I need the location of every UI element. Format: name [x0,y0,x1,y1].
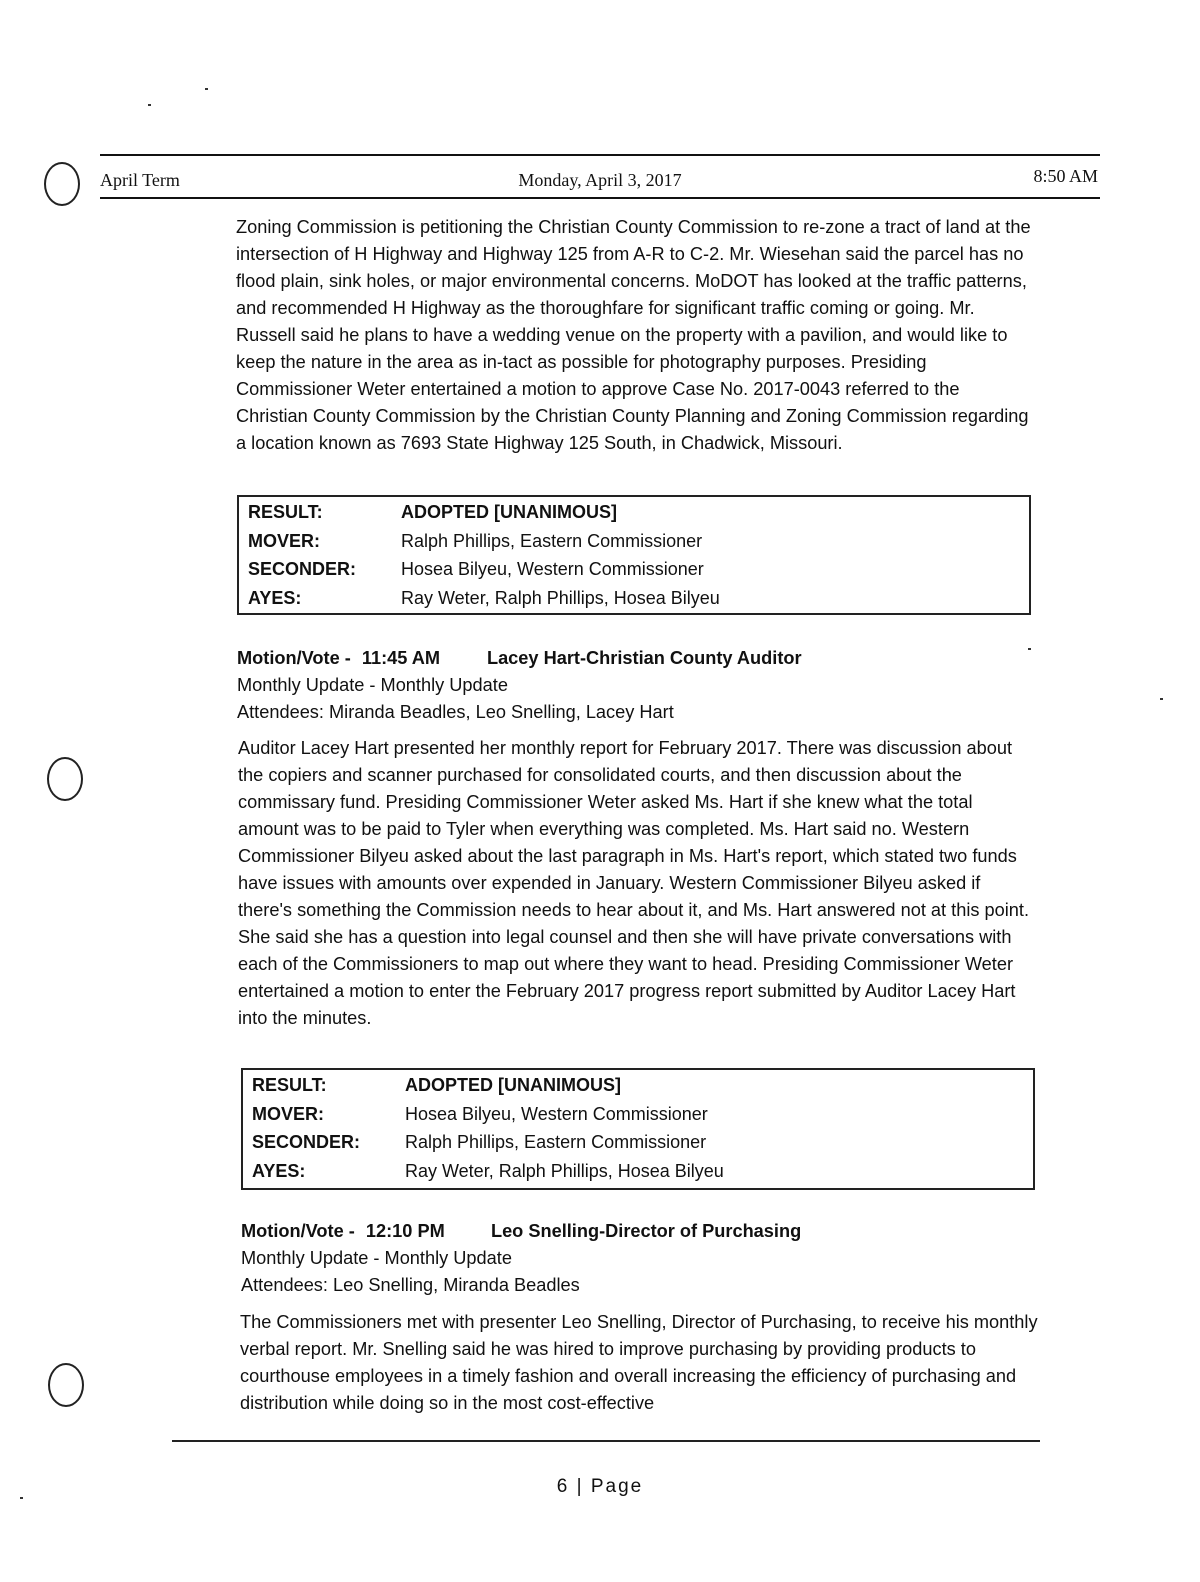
seconder-value: Hosea Bilyeu, Western Commissioner [401,559,704,579]
mover-label: MOVER: [248,530,320,551]
motion-label: Motion/Vote - [241,1221,355,1241]
ayes-label: AYES: [248,587,302,608]
motion-title: Lacey Hart-Christian County Auditor [486,648,802,668]
page-header [100,166,1100,192]
motion-label: Motion/Vote - [237,648,351,668]
motion-time: 12:10 PM [365,1221,445,1241]
result-value: ADOPTED [UNANIMOUS] [405,1075,621,1095]
motion-title: Leo Snelling-Director of Purchasing [490,1221,802,1241]
mover-row [248,531,720,560]
result-row [248,502,720,531]
scan-speck [148,104,151,106]
scan-speck [1028,648,1031,650]
ayes-row [252,1161,724,1190]
body-paragraph: The Commissioners met with presenter Leo Snelling, Director of Purchasing, to receive his monthly verbal report. Mr. Snelling said he was hired to improve purchasing by providing products to courthouse employees in a timely fashion and overall increasing the efficiency of purchasing and distribution while doing so in the most cost-effective [240,1312,1038,1413]
ayes-row [248,588,720,617]
header-date: Monday, April 3, 2017 [518,170,682,190]
seconder-label: SECONDER: [248,559,357,579]
binder-hole-top [44,162,80,206]
motion-attendees: Attendees: Leo Snelling, Miranda Beadles [241,1275,580,1295]
vote-result-table [252,1075,724,1189]
header-term: April Term [100,170,180,190]
ayes-label: AYES: [252,1160,306,1181]
ayes-value: Ray Weter, Ralph Phillips, Hosea Bilyeu [405,1160,724,1181]
seconder-value: Ralph Phillips, Eastern Commissioner [405,1132,707,1152]
seconder-row [248,559,720,588]
motion-heading [237,645,802,726]
body-paragraph: Auditor Lacey Hart presented her monthly report for February 2017. There was discussion about the copiers and scanner purchased for consolidated courts, and then discussion about the commissary fund. Presiding Commissioner Weter asked Ms. Hart if she knew what the total amount was to be paid to Tyler when everything was completed. Ms. Hart said no. Western Commissioner Bilyeu asked about the last paragraph in Ms. Hart's report, which stated two funds have issues with amounts over expended in January. Western Commissioner Bilyeu asked if there's something the Commission needs to hear about it, and Ms. Hart answered not at this point. She said she has a question into legal counsel and then she will have private conversations with each of the Commissioners to map out where they want to head. Presiding Commissioner Weter entertained a motion to enter the February 2017 progress report submitted by Auditor Lacey Hart into the minutes. [238,738,1030,1028]
result-label: RESULT: [252,1075,327,1095]
result-label: RESULT: [248,502,323,522]
vote-result-table [248,502,720,616]
motion-time: 11:45 AM [361,648,441,668]
vote-result-box [237,495,1031,615]
motion-update: Monthly Update - Monthly Update [241,1248,512,1268]
binder-hole-bottom [48,1363,84,1407]
footer-rule [172,1440,1040,1442]
mover-label: MOVER: [252,1103,324,1124]
motion-heading [241,1218,801,1299]
motion-attendees: Attendees: Miranda Beadles, Leo Snelling, Lacey Hart [237,702,674,722]
motion-update: Monthly Update - Monthly Update [237,675,508,695]
result-row [252,1075,724,1104]
header-bottom-rule [100,197,1100,199]
seconder-label: SECONDER: [252,1132,361,1152]
mover-value: Hosea Bilyeu, Western Commissioner [405,1103,708,1124]
header-top-rule [100,154,1100,156]
scan-speck [205,88,208,90]
page-number: 6 | Page [556,1476,644,1497]
motion-title-line [237,645,802,672]
ayes-value: Ray Weter, Ralph Phillips, Hosea Bilyeu [401,587,720,608]
binder-hole-middle [47,757,83,801]
result-value: ADOPTED [UNANIMOUS] [401,502,617,522]
mover-value: Ralph Phillips, Eastern Commissioner [401,530,703,551]
motion-title-line [241,1218,801,1245]
scan-speck [1160,698,1163,700]
seconder-row [252,1132,724,1161]
body-paragraph: Zoning Commission is petitioning the Christian County Commission to re-zone a tract of land at the intersection of H Highway and Highway 125 from A-R to C-2. Mr. Wiesehan said the parcel has no flood plain, sink holes, or major environmental concerns. MoDOT has looked at the traffic patterns, and recommended H Highway as the thoroughfare for significant traffic coming or going. Mr. Russell said he plans to have a wedding venue on the property with a pavilion, and would like to keep the nature in the area as in-tact as possible for photography purposes. Presiding Commissioner Weter entertained a motion to approve Case No. 2017-0043 referred to the Christian County Commission by the Christian County Planning and Zoning Commission regarding a location known as 7693 State Highway 125 South, in Chadwick, Missouri. [236,217,1031,453]
vote-result-box [241,1068,1035,1190]
header-time: 8:50 AM [1033,166,1098,186]
mover-row [252,1104,724,1133]
